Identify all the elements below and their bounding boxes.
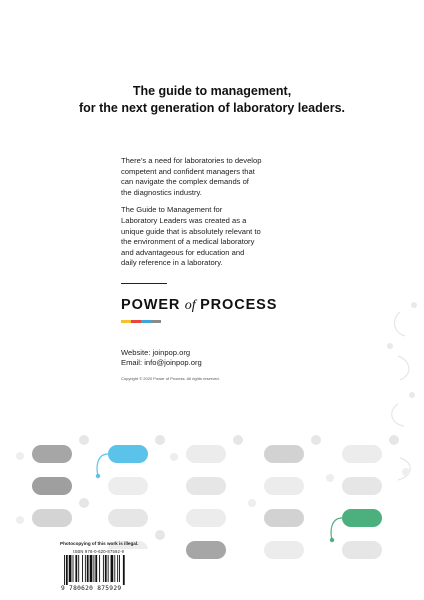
pattern-pill	[108, 509, 148, 527]
pattern-pill	[186, 509, 226, 527]
barcode-bar	[75, 555, 77, 582]
logo-word-process: PROCESS	[200, 297, 278, 313]
barcode-bar	[90, 555, 93, 582]
barcode-bar	[99, 555, 100, 582]
barcode-bar	[64, 555, 65, 585]
description-text	[121, 156, 311, 276]
description-paragraph-1	[121, 156, 311, 198]
barcode-bar	[117, 555, 118, 582]
paragraph-line: The Guide to Management for	[121, 205, 223, 215]
pattern-pill	[32, 477, 72, 495]
isbn-barcode-block	[60, 549, 150, 594]
pattern-pill	[108, 477, 148, 495]
pattern-pill	[264, 541, 304, 559]
barcode-bar	[105, 555, 107, 582]
paragraph-line: Laboratory Leaders was created as a	[121, 215, 247, 225]
pattern-pill	[186, 445, 226, 463]
power-of-process-logo	[121, 296, 277, 314]
barcode-bar	[114, 555, 115, 582]
barcode-bar	[87, 555, 89, 582]
pattern-pill	[186, 541, 226, 559]
divider-line	[121, 283, 167, 284]
photocopy-notice: Photocopying of this work is illegal.	[60, 541, 139, 546]
barcode-bar	[82, 555, 83, 582]
pattern-pill	[264, 477, 304, 495]
paragraph-line: can navigate the complex demands of	[121, 177, 249, 187]
paragraph-line: and advantageous for education and	[121, 247, 245, 257]
headline-line-1: The guide to management,	[132, 84, 292, 98]
copyright-notice: Copyright © 2020 Power of Process. All rights reserved.	[121, 376, 220, 381]
logo-word-of: of	[184, 298, 196, 313]
headline-line-2: for the next generation of laboratory leaders.	[78, 101, 346, 115]
pattern-pill	[32, 509, 72, 527]
barcode-bar	[69, 555, 72, 582]
logo-stripe-segment	[131, 320, 141, 323]
paragraph-line: competent and confident managers that	[121, 166, 255, 176]
logo-stripe-segment	[151, 320, 161, 323]
barcode-bar	[73, 555, 74, 582]
pattern-pill	[264, 445, 304, 463]
paragraph-line: the diagnostics industry.	[121, 187, 202, 197]
barcode-bar	[103, 555, 104, 582]
paragraph-line: daily reference in a laboratory.	[121, 258, 223, 268]
barcode-bar	[85, 555, 86, 582]
pattern-pill	[342, 477, 382, 495]
pattern-pill	[342, 445, 382, 463]
description-paragraph-2	[121, 205, 311, 269]
website-text: Website: joinpop.org	[121, 348, 191, 357]
barcode-graphic	[60, 555, 150, 585]
barcode-bar	[95, 555, 97, 582]
logo-stripe-segment	[141, 320, 151, 323]
barcode-bar	[78, 555, 79, 582]
pattern-pill	[342, 541, 382, 559]
barcode-bar	[119, 555, 120, 582]
pattern-pill-highlight-blue	[108, 445, 148, 463]
logo-color-stripe	[121, 320, 161, 323]
barcode-bar	[93, 555, 94, 582]
barcode-bar	[111, 555, 114, 582]
barcode-bar	[123, 555, 125, 585]
barcode-bar	[66, 555, 68, 585]
logo-word-power: POWER	[121, 297, 181, 313]
paragraph-line: the environment of a medical laboratory	[121, 237, 255, 247]
logo-stripe-segment	[121, 320, 131, 323]
barcode-bar	[108, 555, 109, 582]
pattern-pill	[32, 445, 72, 463]
paragraph-line: There’s a need for laboratories to develop	[121, 156, 262, 165]
isbn-label: ISBN 978-0-620-87592-9	[73, 549, 125, 554]
pattern-pill	[264, 509, 304, 527]
isbn-digits: 9 780620 875929	[61, 585, 122, 592]
pattern-pill	[186, 477, 226, 495]
email-text: Email: info@joinpop.org	[121, 358, 202, 367]
paragraph-line: unique guide that is absolutely relevant to	[121, 226, 261, 236]
pattern-pill-highlight-green	[342, 509, 382, 527]
